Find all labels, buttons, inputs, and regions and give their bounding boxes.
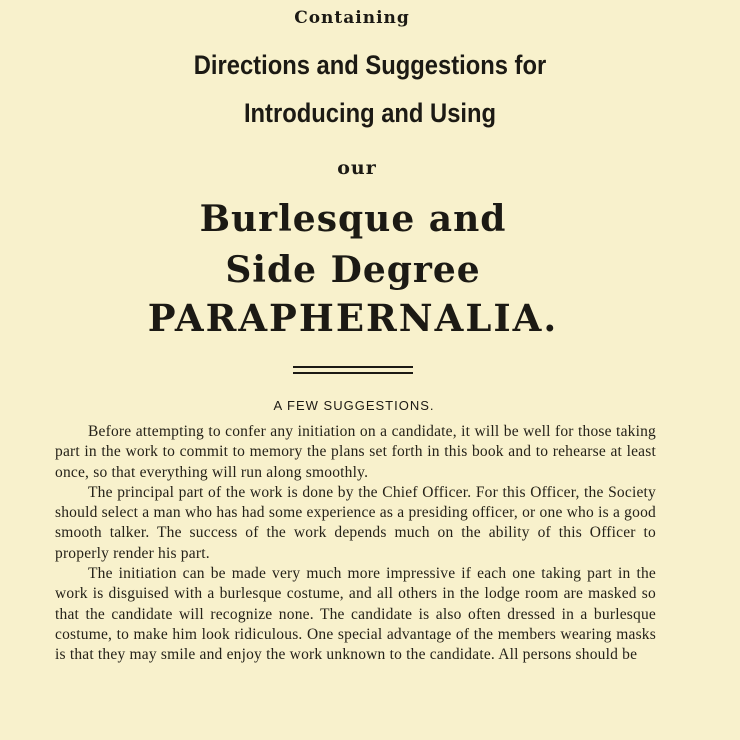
section-heading: A FEW SUGGESTIONS. [273,398,435,413]
paragraph-2: The principal part of the work is done by the Chief Officer. For this Officer, the Society should select a man who has had some experience as a presiding officer, or one who is a good smooth talker. The success of the work depends much on the ability of this Officer to properly render his part. [55,483,656,562]
our-label: our [337,157,377,179]
title-line-1: Burlesque and [199,198,507,240]
containing-label: Containing [294,8,410,28]
directions-line-2: Introducing and Using [243,98,497,128]
paragraph-3: The initiation can be made very much more impressive if each one taking part in the work is disguised with a burlesque costume, and all others in the lodge room are masked so that the candidate will recognize none. The candidate is also often dressed in a burlesque costume, to make him look ridiculous. One special advantage of the members wearing masks is that they may smile and enjoy the work unknown to the candidate. All persons should be [55,565,656,664]
directions-line-1: Directions and Suggestions for [193,50,547,80]
paragraph-1: Before attempting to confer any initiation on a candidate, it will be well for those taking part in the work to commit to memory the plans set forth in this book and to rehearse at least once, so that everything will run along smoothly. [55,423,656,481]
title-line-3: PARAPHERNALIA. [147,296,559,340]
body-text [55,422,656,666]
title-line-2: Side Degree [225,249,481,291]
double-divider-rule [293,366,413,374]
